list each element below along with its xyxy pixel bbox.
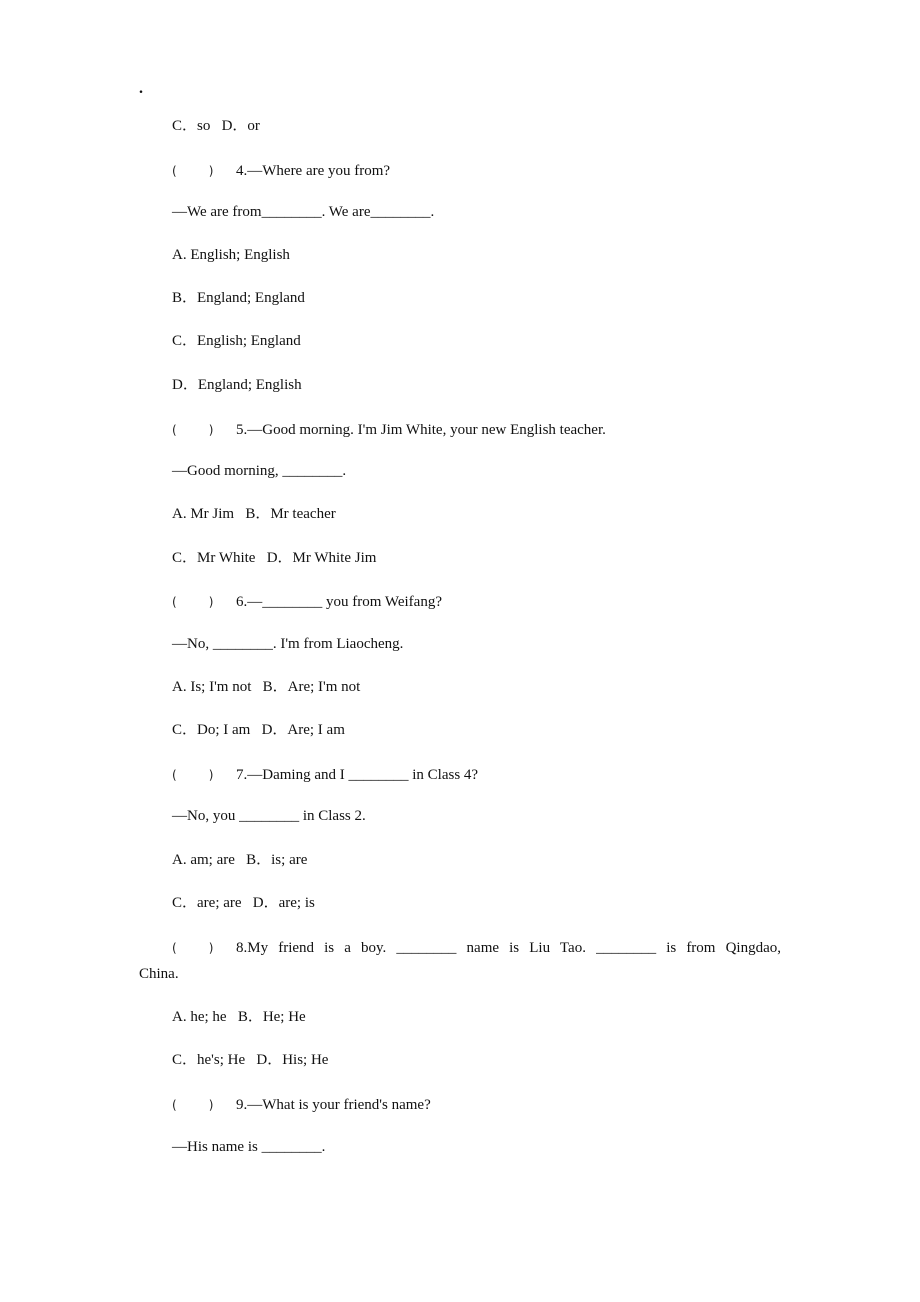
q6-reply: —No, ________. I'm from Liaocheng.	[172, 636, 404, 652]
q5-number: 5.	[236, 422, 248, 438]
bracket-left: (	[172, 768, 177, 782]
q5-options-cd: C．Mr White D．Mr White Jim	[172, 550, 377, 566]
q7-options-cd: C．are; are D．are; is	[172, 895, 315, 911]
q4-option-c: C．English; England	[172, 333, 301, 349]
bracket-left: (	[172, 595, 177, 609]
q9-number: 9.	[236, 1097, 248, 1113]
q3-options-cd: C．so D．or	[172, 118, 260, 134]
q5-options-ab: A. Mr Jim B．Mr teacher	[172, 506, 336, 522]
q6-question: —________ you from Weifang?	[247, 594, 442, 610]
q7-number: 7.	[236, 767, 248, 783]
bracket-left: (	[172, 164, 177, 178]
q5-reply: —Good morning, ________.	[172, 463, 347, 479]
q6-options-cd: C．Do; I am D．Are; I am	[172, 722, 345, 738]
bracket-left: (	[172, 423, 177, 437]
q9-answer-bracket[interactable]	[172, 1096, 236, 1114]
q7-question-line	[172, 766, 478, 784]
stray-mark: .	[139, 80, 143, 97]
bracket-right: )	[208, 1098, 214, 1112]
q8-answer-bracket[interactable]	[172, 939, 236, 957]
q8-options-cd: C．he's; He D．His; He	[172, 1052, 329, 1068]
q4-question: —Where are you from?	[247, 163, 391, 179]
bracket-left: (	[172, 941, 177, 955]
q4-option-b: B．England; England	[172, 290, 305, 306]
bracket-right: )	[208, 941, 214, 955]
q4-option-d: D．England; English	[172, 377, 302, 393]
q5-question: —Good morning. I'm Jim White, your new English teacher.	[247, 422, 606, 438]
q9-reply: —His name is ________.	[172, 1139, 326, 1155]
q4-answer-bracket[interactable]	[172, 162, 236, 180]
q4-option-a: A. English; English	[172, 247, 290, 263]
q4-number: 4.	[236, 163, 248, 179]
q9-question: —What is your friend's name?	[247, 1097, 431, 1113]
q9-question-line	[172, 1096, 431, 1114]
q7-options-ab: A. am; are B．is; are	[172, 852, 308, 868]
bracket-right: )	[208, 164, 214, 178]
bracket-right: )	[208, 595, 214, 609]
q4-reply: —We are from________. We are________.	[172, 204, 435, 220]
q8-options-ab: A. he; he B．He; He	[172, 1009, 306, 1025]
q8-question-line	[172, 939, 781, 957]
bracket-right: )	[208, 423, 214, 437]
q7-answer-bracket[interactable]	[172, 766, 236, 784]
q5-question-line	[172, 421, 606, 439]
q8-question-line1: My friend is a boy. ________ name is Liu Tao. ________ is from Qingdao,	[247, 940, 781, 956]
q7-reply: —No, you ________ in Class 2.	[172, 808, 366, 824]
q8-number: 8.	[236, 940, 248, 956]
q6-options-ab: A. Is; I'm not B．Are; I'm not	[172, 679, 361, 695]
q6-answer-bracket[interactable]	[172, 593, 236, 611]
q4-question-line	[172, 162, 390, 180]
q7-question: —Daming and I ________ in Class 4?	[247, 767, 479, 783]
bracket-right: )	[208, 768, 214, 782]
q6-question-line	[172, 593, 442, 611]
q6-number: 6.	[236, 594, 248, 610]
q5-answer-bracket[interactable]	[172, 421, 236, 439]
q8-question-line2: China.	[139, 966, 179, 982]
bracket-left: (	[172, 1098, 177, 1112]
